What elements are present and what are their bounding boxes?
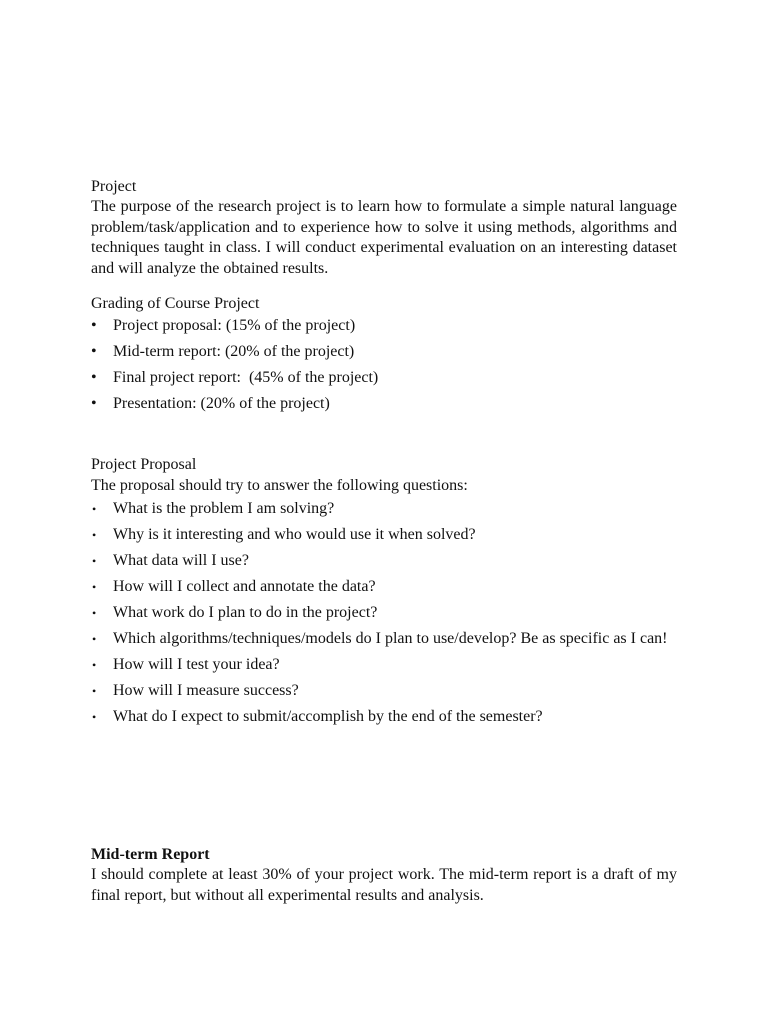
bullet-marker: • bbox=[91, 369, 97, 386]
bullet-marker: • bbox=[92, 580, 97, 594]
question-item bbox=[91, 629, 677, 649]
question-item bbox=[91, 655, 677, 675]
bullet-marker: • bbox=[92, 502, 97, 516]
bullet-marker: • bbox=[92, 710, 97, 724]
question-text: What do I expect to submit/accomplish by the end of the semester? bbox=[113, 708, 543, 725]
grading-item-text: Project proposal: (15% of the project) bbox=[113, 317, 356, 334]
question-text: How will I measure success? bbox=[113, 682, 299, 699]
question-item bbox=[91, 681, 677, 701]
project-section bbox=[91, 177, 677, 279]
grading-heading: Grading of Course Project bbox=[91, 295, 260, 312]
question-item bbox=[91, 525, 677, 545]
question-text: How will I collect and annotate the data? bbox=[113, 578, 376, 595]
project-heading: Project bbox=[91, 178, 137, 195]
question-text: Why is it interesting and who would use it when solved? bbox=[113, 526, 476, 543]
project-description: The purpose of the research project is to learn how to formulate a simple natural language problem/task/application and to experience how to solve it using methods, algorithms and techniques taught in class. I will conduct experimental evaluation on an interesting dataset and will analyze the obtained results. bbox=[91, 198, 677, 277]
question-text: What work do I plan to do in the project? bbox=[113, 604, 378, 621]
grading-item-text: Mid-term report: (20% of the project) bbox=[113, 343, 355, 360]
grading-item bbox=[91, 342, 677, 362]
question-item bbox=[91, 551, 677, 571]
question-text: How will I test your idea? bbox=[113, 656, 280, 673]
question-item bbox=[91, 499, 677, 519]
bullet-marker: • bbox=[92, 632, 97, 646]
grading-section bbox=[91, 294, 677, 420]
question-item bbox=[91, 707, 677, 727]
bullet-marker: • bbox=[92, 684, 97, 698]
bullet-marker: • bbox=[92, 658, 97, 672]
bullet-marker: • bbox=[92, 606, 97, 620]
question-text: What is the problem I am solving? bbox=[113, 500, 335, 517]
bullet-marker: • bbox=[92, 528, 97, 542]
proposal-questions-list bbox=[91, 499, 677, 727]
bullet-marker: • bbox=[91, 343, 97, 360]
question-item bbox=[91, 577, 677, 597]
grading-item-text: Presentation: (20% of the project) bbox=[113, 395, 330, 412]
question-item bbox=[91, 603, 677, 623]
grading-item bbox=[91, 368, 677, 388]
proposal-intro: The proposal should try to answer the following questions: bbox=[91, 477, 468, 494]
grading-list bbox=[91, 316, 677, 414]
proposal-section bbox=[91, 455, 677, 733]
question-text: What data will I use? bbox=[113, 552, 249, 569]
midterm-section bbox=[91, 845, 677, 906]
grading-item bbox=[91, 394, 677, 414]
question-text: Which algorithms/techniques/models do I plan to use/develop? Be as specific as I can! bbox=[113, 630, 668, 647]
grading-item bbox=[91, 316, 677, 336]
midterm-description: I should complete at least 30% of your project work. The mid-term report is a draft of my final report, but without all experimental results and analysis. bbox=[91, 866, 677, 904]
bullet-marker: • bbox=[91, 395, 97, 412]
midterm-heading: Mid-term Report bbox=[91, 846, 210, 863]
bullet-marker: • bbox=[91, 317, 97, 334]
proposal-heading: Project Proposal bbox=[91, 456, 197, 473]
grading-item-text: Final project report: (45% of the project) bbox=[113, 369, 379, 386]
bullet-marker: • bbox=[92, 554, 97, 568]
